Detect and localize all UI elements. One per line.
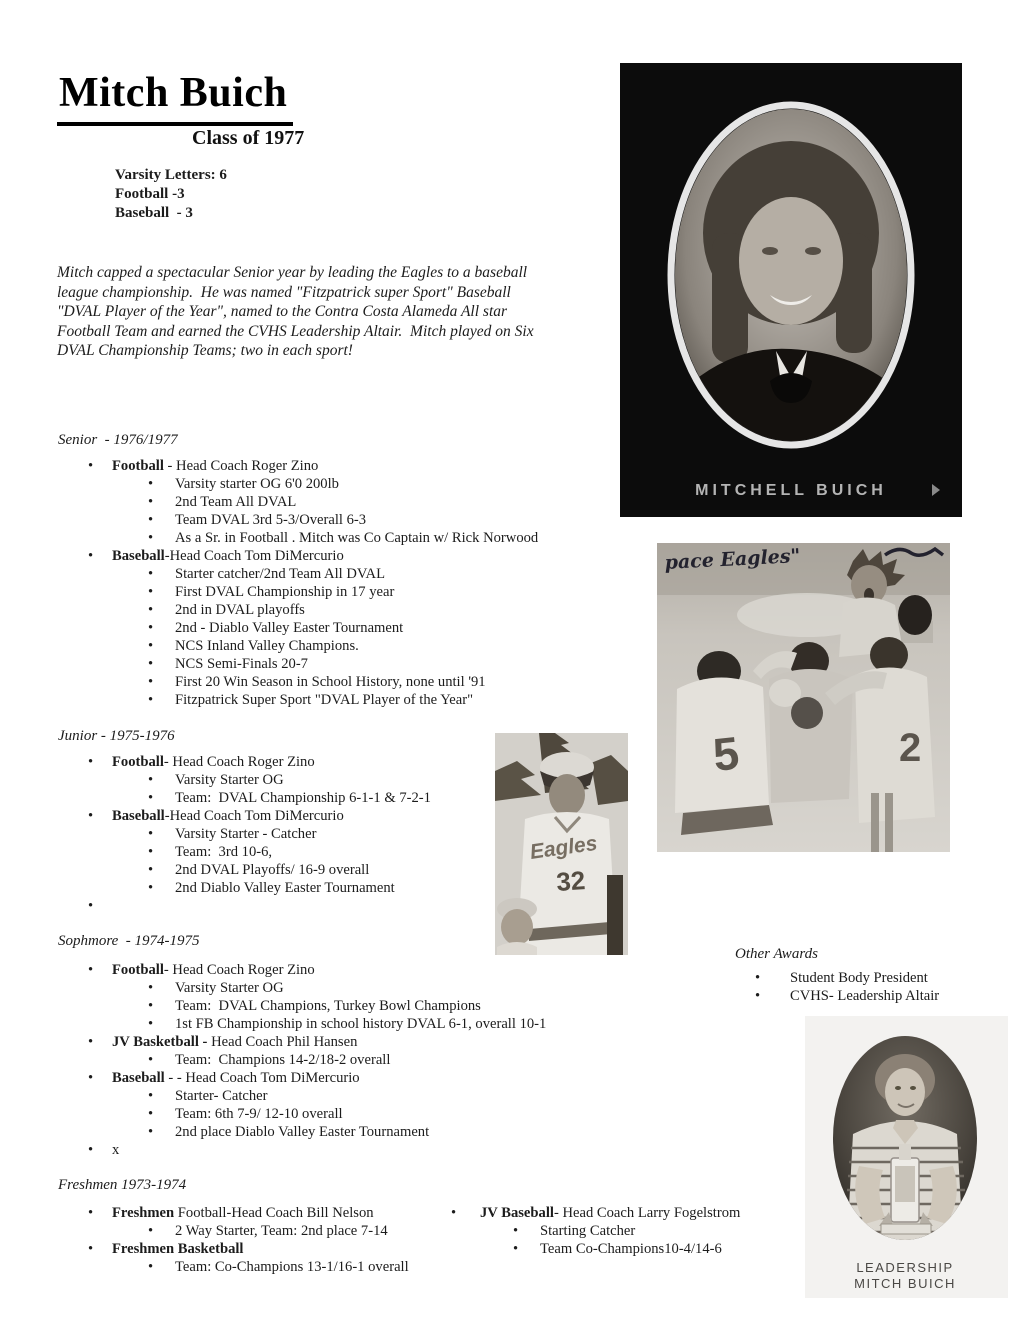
celebration-photo [657,543,950,857]
list-item [60,1087,546,1105]
list-item-text: - Head Coach Roger Zino [163,962,315,978]
list-item-text: Starting Catcher [540,1223,636,1239]
list-item-text: - Head Coach Roger Zino [163,458,319,474]
list-item-text: 2nd in DVAL playoffs [175,602,305,618]
page-subtitle: Class of 1977 [192,127,305,149]
leadership-caption-line1: LEADERSHIP [856,1260,954,1275]
handwriting-annotation: pace Eagles" [664,544,801,574]
list-item-empty [60,897,431,915]
list-item-text: NCS Inland Valley Champions. [175,638,359,654]
varsity-line: Baseball - 3 [115,205,193,221]
list-item-bold: Freshmen [112,1205,175,1221]
list-item-text: First 20 Win Season in School History, none until '91 [175,674,486,690]
eagles-player-photo [495,733,628,960]
list-item-bold: Football [112,962,164,978]
list-item-text: Varsity Starter OG [175,772,284,788]
list-item [60,1258,409,1276]
list-item [60,1105,546,1123]
freshmen-right-list [430,1204,740,1258]
list-item [60,879,431,897]
list-item [430,1240,740,1258]
section-heading-senior: Senior - 1976/1977 [58,432,178,448]
list-item [60,1033,546,1051]
list-item [60,789,431,807]
list-item-text: First DVAL Championship in 17 year [175,584,395,600]
list-item [60,511,538,529]
section-heading-junior: Junior - 1975-1976 [58,728,175,744]
list-item [60,1204,409,1222]
list-item [60,619,538,637]
list-item-text: As a Sr. in Football . Mitch was Co Captain w/ Rick Norwood [175,530,539,546]
list-item [60,529,538,547]
list-item-bold: JV Basketball - [112,1034,208,1050]
awards-list [735,969,939,1005]
list-item [60,457,538,475]
list-item [60,601,538,619]
list-item-text: Varsity Starter - Catcher [175,826,317,842]
list-item [60,691,538,709]
list-item-bold: Freshmen Basketball [112,1241,244,1257]
list-item-text: Fitzpatrick Super Sport "DVAL Player of the Year" [175,692,474,708]
list-item-text: NCS Semi-Finals 20-7 [175,656,308,672]
list-item [430,1204,740,1222]
portrait-caption: MITCHELL BUICH [695,482,887,499]
list-item [735,987,939,1005]
list-item-text: 2nd - Diablo Valley Easter Tournament [175,620,404,636]
list-item [60,673,538,691]
list-item [60,1069,546,1087]
portrait-photo [620,63,962,522]
jersey-number-32: 32 [555,865,587,897]
list-item-text: Football-Head Coach Bill Nelson [174,1205,374,1221]
list-item [60,637,538,655]
list-item-bold: JV Baseball [480,1205,554,1221]
list-item [60,825,431,843]
list-item-text: Team: Co-Champions 13-1/16-1 overall [175,1259,409,1275]
varsity-line: Varsity Letters: 6 [115,167,227,183]
list-item-text: 2nd Diablo Valley Easter Tournament [175,880,395,896]
list-item [60,655,538,673]
list-item [60,583,538,601]
list-item [60,1240,409,1258]
list-item-bold: Football [112,458,164,474]
list-item-text: - Head Coach Roger Zino [163,754,315,770]
list-item-text: - Head Coach Larry Fogelstrom [553,1205,741,1221]
list-item [60,771,431,789]
list-item [60,547,538,565]
intro-paragraph: Mitch capped a spectacular Senior year by leading the Eagles to a baseball league championship. He was named "Fitzpatrick super Sport" Baseball "DVAL Player of the Year", named to the Contra Costa Alameda All star Football Team and earned the CVHS Leadership Altair. Mitch played on Six DVAL Championship Teams; two in each sport! [57,264,538,359]
list-item-text: Varsity Starter OG [175,980,284,996]
page-title: Mitch Buich [57,70,293,126]
senior-list [60,457,538,709]
list-item-text: 1st FB Championship in school history DVAL 6-1, overall 10-1 [175,1016,547,1032]
leadership-photo-image [805,1016,1008,1298]
list-item-text: Team Co-Champions10-4/14-6 [540,1241,722,1257]
list-item-text: Team: 6th 7-9/ 12-10 overall [175,1106,343,1122]
list-item-text: -Head Coach Tom DiMercurio [164,808,344,824]
list-item-text: Team: DVAL Championship 6-1-1 & 7-2-1 [175,790,431,806]
celebration-photo-image [657,543,950,852]
list-item-text: Student Body President [790,970,928,986]
leadership-photo [805,1016,1008,1303]
list-item-text: Team DVAL 3rd 5-3/Overall 6-3 [175,512,367,528]
jersey-script-eagles: Eagles [528,831,599,864]
list-item-text: 2 Way Starter, Team: 2nd place 7-14 [175,1223,388,1239]
list-item-text: - - Head Coach Tom DiMercurio [164,1070,360,1086]
varsity-line: Football -3 [115,186,185,202]
list-item [60,753,431,771]
list-item [60,1015,546,1033]
section-heading-other-awards: Other Awards [735,946,818,962]
list-item [735,969,939,987]
list-item [60,493,538,511]
list-item [60,961,546,979]
section-heading-freshmen: Freshmen 1973-1974 [58,1177,187,1193]
list-item-text: Varsity starter OG 6'0 200lb [175,476,339,492]
list-item-text: Starter catcher/2nd Team All DVAL [175,566,385,582]
list-item-text: 2nd Team All DVAL [175,494,297,510]
list-item-bold: Baseball [112,548,165,564]
list-item-text: 2nd DVAL Playoffs/ 16-9 overall [175,862,370,878]
list-item-text: -Head Coach Tom DiMercurio [164,548,344,564]
freshmen-left-list [60,1204,409,1276]
list-item [430,1222,740,1240]
list-item [60,807,431,825]
jersey-number-2: 2 [899,726,922,770]
eagles-player-photo-image [495,733,628,955]
list-item-text: x [112,1142,120,1158]
list-item-text: 2nd place Diablo Valley Easter Tournament [175,1124,430,1140]
second-player [497,898,537,955]
portrait-photo-image [620,63,962,517]
list-item [60,997,546,1015]
list-item-bold: Baseball [112,808,165,824]
list-item-text: CVHS- Leadership Altair [790,988,940,1004]
leadership-caption-line2: MITCH BUICH [854,1276,956,1291]
list-item [60,475,538,493]
list-item-text: Starter- Catcher [175,1088,268,1104]
section-heading-sophomore: Sophmore - 1974-1975 [58,933,200,949]
list-item [60,1141,546,1159]
list-item [60,1051,546,1069]
list-item-text: Team: DVAL Champions, Turkey Bowl Champions [175,998,481,1014]
list-item [60,1222,409,1240]
list-item-bold: Baseball [112,1070,165,1086]
list-item-bold: Football [112,754,164,770]
list-item-text: Team: 3rd 10-6, [175,844,273,860]
varsity-letters-block [115,166,227,223]
list-item-text: Head Coach Phil Hansen [207,1034,358,1050]
list-item [60,565,538,583]
jersey-number-5: 5 [710,726,742,781]
list-item [60,861,431,879]
list-item [60,843,431,861]
sophomore-list [60,961,546,1159]
junior-list [60,753,431,915]
list-item [60,979,546,997]
list-item-text: Team: Champions 14-2/18-2 overall [175,1052,391,1068]
list-item [60,1123,546,1141]
background-object [607,875,623,955]
